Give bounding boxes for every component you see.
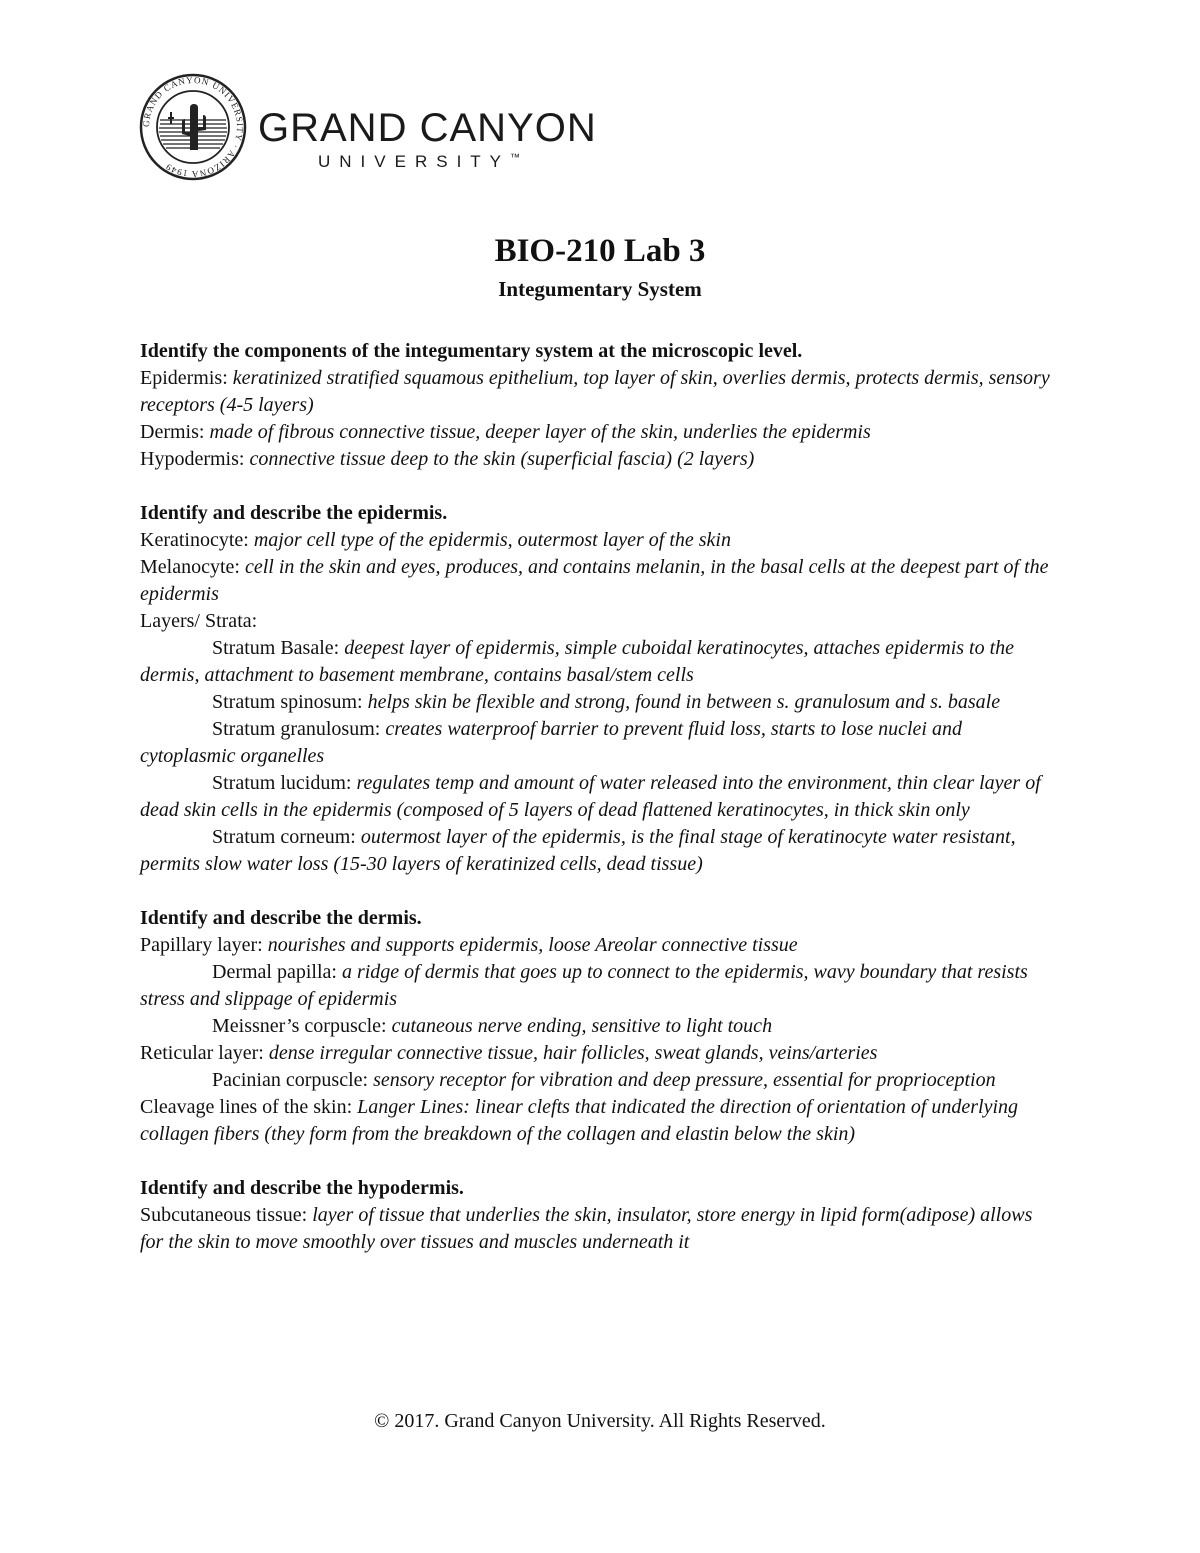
document-title: BIO-210 Lab 3 — [494, 233, 706, 269]
entry-term: Hypodermis: — [140, 448, 250, 470]
entry-hypodermis — [140, 446, 1060, 473]
section-hypodermis — [140, 1175, 1060, 1256]
section-heading: Identify and describe the epidermis. — [140, 502, 448, 524]
entry-cleavage-lines — [140, 1094, 1060, 1148]
document-subtitle: Integumentary System — [498, 277, 702, 301]
entry-term: Epidermis: — [140, 367, 233, 389]
entry-description: cell in the skin and eyes, produces, and contains melanin, in the basal cells at the deepest part of the epidermis — [140, 556, 1049, 605]
section-dermis — [140, 905, 1060, 1148]
entry-pacinian-corpuscle — [140, 1067, 1060, 1094]
entry-term: Papillary layer: — [140, 934, 268, 956]
entry-description: sensory receptor for vibration and deep pressure, essential for proprioception — [373, 1069, 996, 1091]
entry-subcutaneous-tissue — [140, 1202, 1060, 1256]
entry-description: major cell type of the epidermis, outermost layer of the skin — [253, 529, 731, 551]
entry-term: Layers/ Strata: — [140, 610, 258, 632]
section-heading: Identify and describe the dermis. — [140, 907, 422, 929]
entry-description: made of fibrous connective tissue, deeper layer of the skin, underlies the epidermis — [209, 421, 871, 443]
entry-description: a ridge of dermis that goes up to connect to the epidermis, wavy boundary that resists stress and slippage of epidermis — [140, 961, 1028, 1010]
seal-text: GRAND CANYON UNIVERSITY · ARIZONA 1949 — [140, 74, 246, 180]
entry-stratum-lucidum — [140, 770, 1060, 824]
copyright-footer: © 2017. Grand Canyon University. All Rights Reserved. — [374, 1410, 826, 1432]
entry-term: Cleavage lines of the skin: — [140, 1096, 358, 1118]
entry-term: Stratum granulosum: — [212, 718, 386, 740]
entry-description: cutaneous nerve ending, sensitive to light touch — [391, 1015, 773, 1037]
entry-description: nourishes and supports epidermis, loose Areolar connective tissue — [267, 934, 798, 956]
section-heading: Identify the components of the integumentary system at the microscopic level. — [140, 340, 803, 362]
entry-layers — [140, 608, 1060, 635]
document-body — [140, 338, 1060, 1256]
entry-papillary-layer — [140, 932, 1060, 959]
entry-meissners-corpuscle — [140, 1013, 1060, 1040]
entry-description: Langer Lines: linear clefts that indicated the direction of orientation of underlying collagen fibers (they form from the breakdown of the collagen and elastin below the skin) — [140, 1096, 1019, 1145]
entry-term: Stratum Basale: — [212, 637, 345, 659]
university-seal-icon — [138, 72, 248, 182]
entry-term: Pacinian corpuscle: — [212, 1069, 374, 1091]
entry-epidermis — [140, 365, 1060, 419]
entry-term: Reticular layer: — [140, 1042, 269, 1064]
entry-dermis — [140, 419, 1060, 446]
entry-description: layer of tissue that underlies the skin, insulator, store energy in lipid form(adipose) allows for the skin to move smoothly over tissues and muscles underneath it — [140, 1204, 1033, 1253]
entry-term: Stratum corneum: — [212, 826, 361, 848]
entry-description: outermost layer of the epidermis, is the final stage of keratinocyte water resistant, permits slow water loss (15-30 layers of keratinized cells, dead tissue) — [140, 826, 1016, 875]
entry-stratum-granulosum — [140, 716, 1060, 770]
university-name: GRAND CANYON — [258, 106, 597, 150]
entry-description: helps skin be flexible and strong, found in between s. granulosum and s. basale — [367, 691, 1001, 713]
entry-description: regulates temp and amount of water released into the environment, thin clear layer of dead skin cells in the epidermis (composed of 5 layers of dead flattened keratinocytes, in thick skin only — [140, 772, 1041, 821]
entry-term: Keratinocyte: — [140, 529, 254, 551]
entry-description: keratinized stratified squamous epithelium, top layer of skin, overlies dermis, protects dermis, sensory receptors (4-5 layers) — [140, 367, 1050, 416]
entry-keratinocyte — [140, 527, 1060, 554]
entry-term: Stratum lucidum: — [212, 772, 357, 794]
university-sub: UNIVERSITY™ — [318, 152, 521, 171]
trademark-mark: ™ — [510, 152, 521, 164]
entry-reticular-layer — [140, 1040, 1060, 1067]
university-logo — [138, 72, 618, 182]
entry-term: Subcutaneous tissue: — [140, 1204, 313, 1226]
entry-stratum-basale — [140, 635, 1060, 689]
entry-term: Dermis: — [140, 421, 210, 443]
entry-description: dense irregular connective tissue, hair follicles, sweat glands, veins/arteries — [268, 1042, 878, 1064]
entry-term: Dermal papilla: — [212, 961, 342, 983]
section-epidermis — [140, 500, 1060, 878]
entry-description: deepest layer of epidermis, simple cuboidal keratinocytes, attaches epidermis to the dermis, attachment to basement membrane, contains basal/stem cells — [140, 637, 1015, 686]
section-heading: Identify and describe the hypodermis. — [140, 1177, 464, 1199]
entry-melanocyte — [140, 554, 1060, 608]
section-components — [140, 338, 1060, 473]
entry-term: Melanocyte: — [140, 556, 245, 578]
entry-dermal-papilla — [140, 959, 1060, 1013]
entry-stratum-corneum — [140, 824, 1060, 878]
entry-stratum-spinosum — [140, 689, 1060, 716]
entry-term: Stratum spinosum: — [212, 691, 368, 713]
entry-description: creates waterproof barrier to prevent fluid loss, starts to lose nuclei and cytoplasmic organelles — [140, 718, 962, 767]
entry-term: Meissner’s corpuscle: — [212, 1015, 392, 1037]
entry-description: connective tissue deep to the skin (superficial fascia) (2 layers) — [249, 448, 755, 470]
